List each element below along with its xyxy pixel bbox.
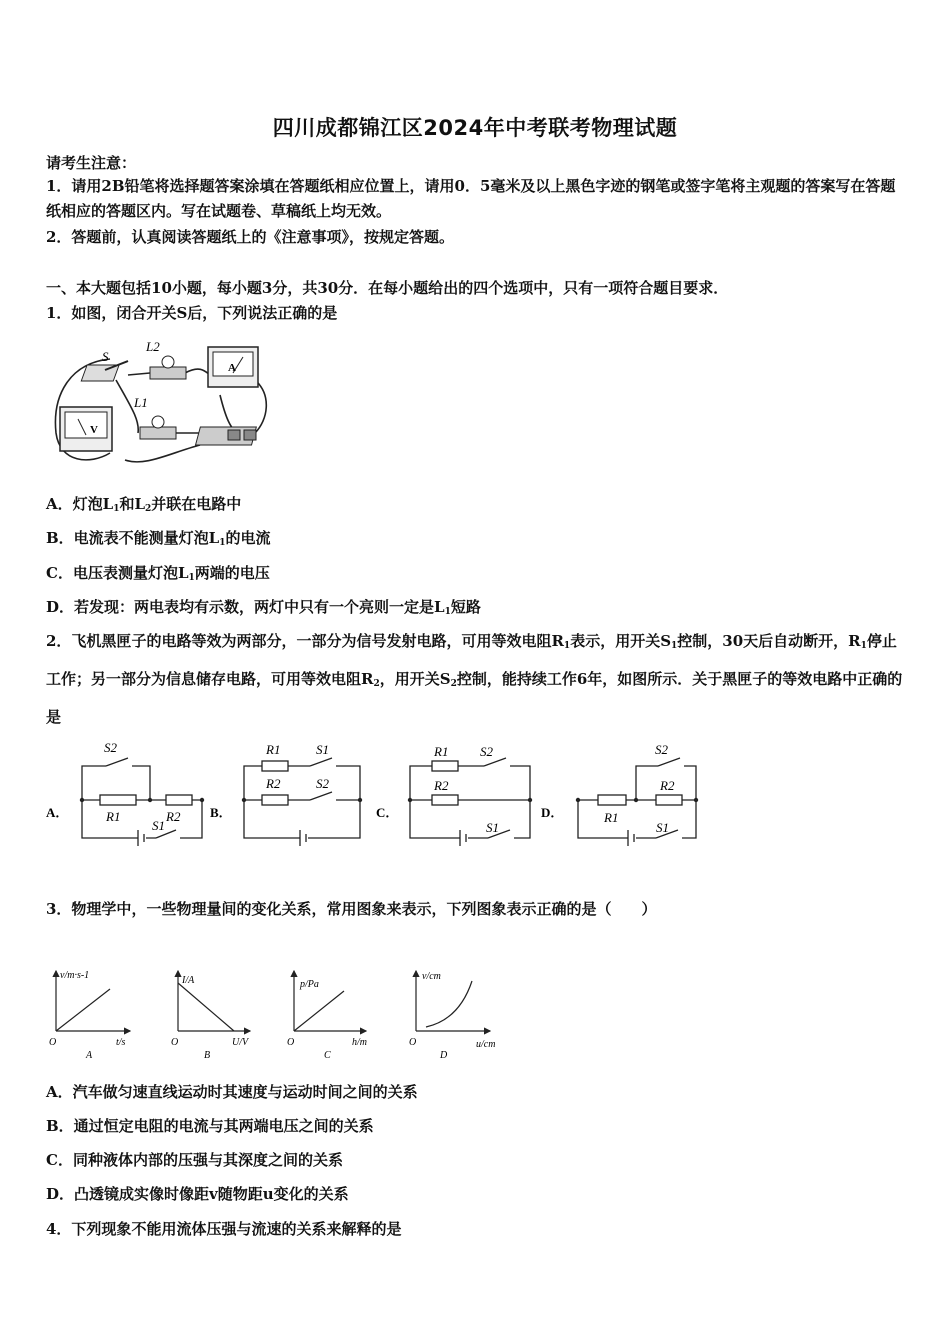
battery-cell-1 bbox=[228, 430, 240, 440]
circuit-b bbox=[244, 758, 360, 846]
label-s2: S2 bbox=[316, 776, 329, 791]
q2-option-d-letter: D． bbox=[541, 805, 564, 820]
graph-b-letter: B bbox=[204, 1050, 211, 1061]
q2-option-b-letter: B． bbox=[210, 805, 232, 820]
q2-option-c-letter: C． bbox=[376, 805, 399, 820]
q3-option-b: B．通过恒定电阻的电流与其两端电压之间的关系 bbox=[46, 1117, 374, 1135]
label-r1: R1 bbox=[106, 809, 121, 824]
graph-b-ylabel: I/A bbox=[182, 975, 195, 986]
lamp-l2-bulb bbox=[162, 356, 174, 368]
graph-c-letter: C bbox=[324, 1050, 331, 1061]
q2-option-a-letter: A． bbox=[46, 805, 69, 820]
graph-c-origin: O bbox=[287, 1037, 295, 1048]
label-r2: R2 bbox=[266, 776, 281, 791]
notice-item-2: 2．答题前，认真阅读答题纸上的《注意事项》，按规定答题。 bbox=[46, 228, 454, 246]
q1-option-a: A．灯泡$L_1$和$L_2$并联在电路中 bbox=[46, 495, 242, 514]
lamp-l1-base bbox=[140, 427, 176, 439]
q3-option-c: C．同种液体内部的压强与其深度之间的关系 bbox=[46, 1151, 343, 1169]
circuit-c bbox=[410, 758, 530, 846]
label-r2: R2 bbox=[166, 809, 181, 824]
lamp-l1-bulb bbox=[152, 416, 164, 428]
page-title: 四川成都锦江区2024年中考联考物理试题 bbox=[272, 116, 678, 140]
label-s2: S2 bbox=[655, 742, 668, 757]
graph-c-line bbox=[294, 991, 344, 1031]
graph-d-curve bbox=[426, 981, 472, 1027]
battery-cell-2 bbox=[244, 430, 256, 440]
lamp-l2-base bbox=[150, 367, 186, 379]
q1-option-d: D．若发现：两电表均有示数，两灯中只有一个亮则一定是$L_1$短路 bbox=[46, 598, 481, 617]
label-l1: L1 bbox=[134, 395, 148, 410]
graph-a-ylabel: v/m·s-1 bbox=[60, 970, 90, 981]
q2-circuits bbox=[40, 738, 720, 858]
q3-graphs bbox=[44, 965, 514, 1065]
label-v: V bbox=[90, 424, 98, 436]
q3-option-d: D．凸透镜成实像时像距v随物距u变化的关系 bbox=[46, 1185, 349, 1203]
q4-stem: 4．下列现象不能用流体压强与流速的关系来解释的是 bbox=[46, 1220, 402, 1238]
circuit-a bbox=[82, 758, 202, 846]
q1-stem: 1．如图，闭合开关S后，下列说法正确的是 bbox=[46, 304, 338, 322]
graph-a-line bbox=[56, 989, 110, 1031]
q3-stem: 3．物理学中，一些物理量间的变化关系，常用图象来表示，下列图象表示正确的是（ ） bbox=[46, 900, 657, 918]
graph-d-xlabel: u/cm bbox=[476, 1039, 496, 1050]
q1-circuit-figure bbox=[50, 335, 275, 470]
label-r1: R1 bbox=[434, 744, 449, 759]
q3-option-a: A．汽车做匀速直线运动时其速度与运动时间之间的关系 bbox=[46, 1083, 418, 1101]
label-r1: R1 bbox=[604, 810, 619, 825]
wire bbox=[125, 445, 200, 462]
graph-d-ylabel: v/cm bbox=[422, 971, 441, 982]
graph-a-xlabel: t/s bbox=[116, 1037, 126, 1048]
graph-d-origin: O bbox=[409, 1037, 417, 1048]
graph-b-origin: O bbox=[171, 1037, 179, 1048]
notice-item-1: 1．请用2B铅笔将选择题答案涂填在答题纸相应位置上，请用0．5毫米及以上黑色字迹的钢笔或签字笔将主观题的答案写在答题纸相应的答题区内。写在试题卷、草稿纸上均无效。 bbox=[46, 177, 896, 220]
label-s2: S2 bbox=[104, 740, 117, 755]
wire bbox=[128, 373, 150, 375]
graph-c-xlabel: h/m bbox=[352, 1037, 367, 1048]
junction-dots bbox=[80, 798, 698, 802]
label-s1: S1 bbox=[152, 818, 165, 833]
section-heading: 一、本大题包括10小题，每小题3分，共30分．在每小题给出的四个选项中，只有一项符合题目要求． bbox=[46, 279, 729, 297]
q1-option-b: B．电流表不能测量灯泡$L_1$的电流 bbox=[46, 529, 271, 548]
graph-c-ylabel: p/Pa bbox=[300, 979, 319, 990]
label-s1: S1 bbox=[316, 742, 329, 757]
label-r1: R1 bbox=[266, 742, 281, 757]
circuit-d bbox=[578, 758, 696, 846]
q2-stem: 2．飞机黑匣子的电路等效为两部分，一部分为信号发射电路，可用等效电阻$R_1$表示，用开关$S_1$控制，30天后自动断开，$R_1$停止工作；另一部分为信息储存电路，可用等效电阻$R_2$，用开关$S_2$控制，能持续工作6年，如图所示．关于黑匣子的等效电路中正确的是 bbox=[46, 632, 903, 726]
graph-a-origin: O bbox=[49, 1037, 57, 1048]
label-a: A bbox=[228, 362, 236, 374]
q1-option-c: C．电压表测量灯泡$L_1$两端的电压 bbox=[46, 564, 270, 583]
graph-b-line bbox=[178, 983, 234, 1031]
label-s: S bbox=[102, 349, 109, 364]
notice-heading: 请考生注意： bbox=[46, 154, 137, 172]
wire bbox=[185, 369, 210, 375]
graph-d-letter: D bbox=[440, 1050, 448, 1061]
label-r2: R2 bbox=[434, 778, 449, 793]
graph-a-letter: A bbox=[86, 1050, 93, 1061]
label-r2: R2 bbox=[660, 778, 675, 793]
label-s1: S1 bbox=[486, 820, 499, 835]
label-s1: S1 bbox=[656, 820, 669, 835]
label-l2: L2 bbox=[146, 339, 160, 354]
graph-b-xlabel: U/V bbox=[232, 1037, 249, 1048]
label-s2: S2 bbox=[480, 744, 493, 759]
wire bbox=[255, 380, 266, 433]
